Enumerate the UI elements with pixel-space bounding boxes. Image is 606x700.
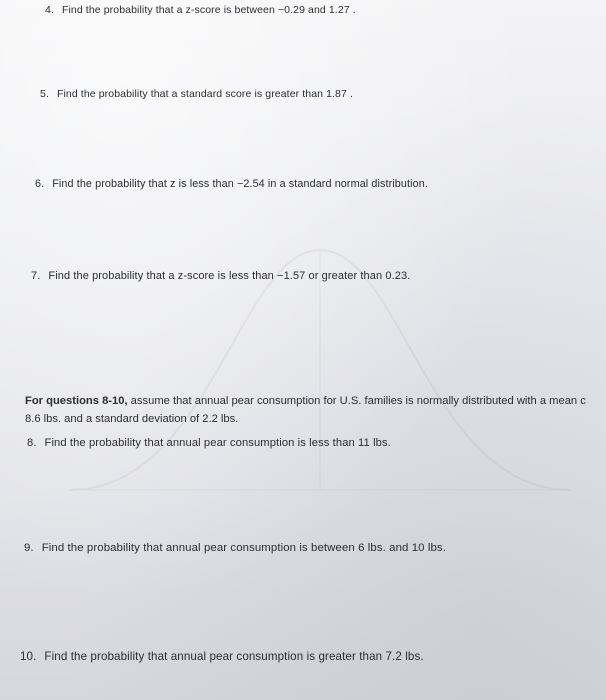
question-10-text: Find the probability that annual pear consumption is greater than 7.2 lbs. [44,650,424,663]
question-10 [20,650,424,663]
intro-bold-lead: For questions 8-10, [25,395,128,407]
question-4-number: 4. [45,4,54,16]
question-6-number: 6. [35,178,45,190]
question-7 [31,270,410,282]
question-8-text: Find the probability that annual pear consumption is less than 11 lbs. [44,437,391,449]
question-7-text: Find the probability that a z-score is less than −1.57 or greater than 0.23. [48,270,411,282]
question-8 [27,437,391,449]
question-9-text: Find the probability that annual pear consumption is between 6 lbs. and 10 lbs. [41,542,446,554]
question-5-text: Find the probability that a standard score is greater than 1.87 . [56,88,353,100]
intro-line-2: 8.6 lbs. and a standard deviation of 2.2 lbs. [25,413,239,425]
question-10-number: 10. [20,650,37,663]
question-5-number: 5. [40,88,49,100]
question-4-text: Find the probability that a z-score is between −0.29 and 1.27 . [61,4,356,16]
question-9 [24,542,446,554]
question-8-number: 8. [27,437,37,449]
question-4 [45,4,356,16]
intro-line-1-rest: assume that annual pear consumption for U.S. families is normally distributed with a mean c [127,395,586,407]
questions-8-10-intro [25,392,606,428]
question-6-text: Find the probability that z is less than −2.54 in a standard normal distribution. [52,178,428,190]
question-9-number: 9. [24,542,34,554]
question-7-number: 7. [31,270,41,282]
question-5 [40,88,353,100]
intro-line-1 [25,392,606,410]
question-6 [35,178,428,190]
bleed-through-curve [60,190,580,670]
